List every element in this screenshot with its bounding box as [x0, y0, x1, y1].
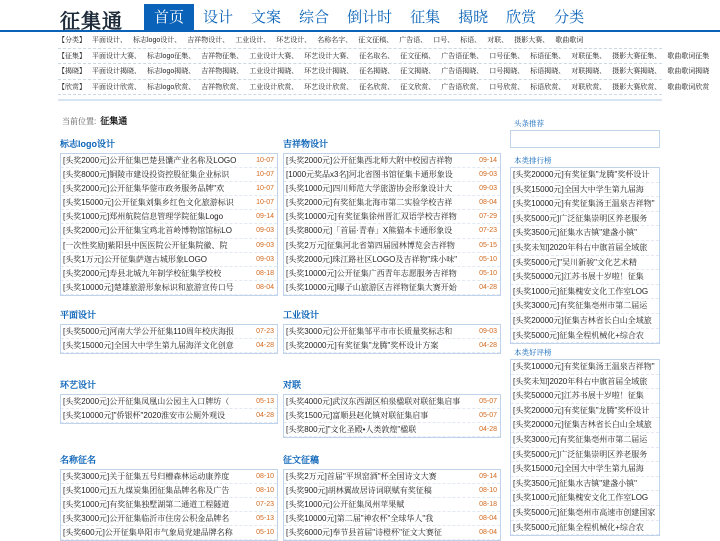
- category-row: [58, 33, 662, 49]
- list-item-title[interactable]: [头奖10000元]有奖征集徐州晋汇双语学校吉祥物: [286, 212, 457, 222]
- category-link[interactable]: 环艺设计揭晓、: [304, 68, 354, 75]
- list-item-title[interactable]: [头奖2000元]公开征集凤凰山公园主入口牌坊（: [63, 397, 230, 406]
- breadcrumb-current[interactable]: 征集通: [100, 116, 128, 126]
- category-link[interactable]: 歌曲歌词揭晓: [667, 68, 710, 75]
- sidebar-item[interactable]: [头奖50000元]江苏书展十岁啦！征集: [511, 270, 659, 285]
- section-graphic: [60, 308, 278, 354]
- list-item-title[interactable]: [头奖8000元]铜陵市建设投资控股征集企业标识: [63, 170, 230, 180]
- sidebar-item[interactable]: [头奖5000元]征集全程机械化+综合农: [511, 329, 659, 344]
- list-item-title[interactable]: [头奖5000元]河南大学公开征集110周年校庆海报: [63, 327, 234, 336]
- category-link[interactable]: 广告语征集、: [441, 52, 484, 60]
- nav-copywriting[interactable]: 文案: [251, 8, 282, 26]
- category-links: [58, 33, 710, 95]
- list-item-date: 08-10: [479, 487, 497, 495]
- list-item-date: 05-10: [256, 529, 274, 537]
- category-link[interactable]: 征文征稿、: [400, 52, 436, 60]
- sidebar-item[interactable]: [头奖15000元]全国大中学生第九届海: [511, 183, 659, 198]
- category-link[interactable]: 标志logo设计、: [133, 37, 182, 44]
- list-item-title[interactable]: [一次性奖励]紫阳县中医医院公开征集院徽、院: [63, 240, 228, 250]
- section-title[interactable]: 环艺设计: [60, 380, 97, 390]
- category-link[interactable]: 平面设计欣赏、: [92, 83, 141, 91]
- category-link[interactable]: 广告语欣赏、: [441, 83, 484, 91]
- category-link[interactable]: 摄影大赛揭晓、: [612, 68, 662, 75]
- sidebar-item[interactable]: [头奖3500元]征集水吉镇"建盏小镇": [511, 477, 659, 492]
- category-link[interactable]: 对联、: [487, 37, 509, 44]
- list-item[interactable]: [61, 253, 277, 267]
- section-couplet: [283, 378, 501, 438]
- list-item-title[interactable]: [头奖3000元]公开征集邹平市市长质量奖标志和: [286, 327, 453, 336]
- breadcrumb: [62, 114, 127, 127]
- list-item[interactable]: [61, 395, 277, 409]
- category-link[interactable]: 摄影大赛欣赏、: [612, 83, 662, 91]
- list-item[interactable]: [61, 484, 277, 498]
- sidebar-item[interactable]: [头奖20000元]征集吉林省长白山全域旅: [511, 314, 659, 329]
- sidebar-item[interactable]: [头奖20000元]征集吉林省长白山全域旅: [511, 418, 659, 433]
- list-item[interactable]: [61, 210, 277, 224]
- list-item-title[interactable]: [头奖10000元]第二届"神农杯"全球华人"我: [286, 514, 434, 524]
- list-item[interactable]: [284, 196, 500, 210]
- list-item-title[interactable]: [头奖2万元]征集河北省第四届园林博览会吉祥物: [286, 240, 455, 250]
- list-item-title[interactable]: [头奖6000元]奉节县首届"诗橙杯"征文大赛征: [286, 528, 442, 538]
- list-item-date: 08-04: [479, 529, 497, 537]
- category-row-head: 【揭晓】: [58, 68, 86, 75]
- section-title[interactable]: 吉祥物设计: [283, 139, 329, 149]
- section-title[interactable]: 工业设计: [283, 310, 320, 320]
- list-item-date: 09-14: [256, 213, 274, 221]
- list-item[interactable]: [284, 168, 500, 182]
- section-title[interactable]: 对联: [283, 380, 302, 390]
- category-link[interactable]: 歌曲歌词欣赏: [667, 83, 710, 91]
- section-list: [283, 469, 501, 541]
- category-link[interactable]: 环艺设计大赛、: [304, 52, 354, 60]
- sidebar-item[interactable]: [头奖20000元]有奖征集"龙腾"奖杯设计: [511, 168, 659, 183]
- list-item-title[interactable]: [头奖1500元]富顺县赵化镇对联征集启事: [286, 411, 429, 421]
- category-row: [58, 64, 710, 80]
- nav-home[interactable]: 首页: [144, 4, 194, 32]
- list-item[interactable]: [61, 224, 277, 238]
- list-item[interactable]: [284, 224, 500, 238]
- category-link[interactable]: 征名欣赏、: [359, 83, 395, 91]
- top-bar: [0, 0, 720, 32]
- list-item[interactable]: [61, 339, 277, 353]
- sidebar-item[interactable]: [头奖5000元]征集亳州市高速市创建国家: [511, 506, 659, 521]
- sidebar-recommend-box: [510, 130, 660, 148]
- list-item-title[interactable]: [头奖10000元]"侨银杯"2020淮安市公厕外观设: [63, 411, 226, 421]
- list-item-title[interactable]: [头奖1000元]五九煤炭集团征集品牌名称及广告: [63, 486, 230, 496]
- list-item-title[interactable]: [头奖2万元]首届"平坝窑酒"杯全国诗文大赛: [286, 472, 437, 481]
- list-item[interactable]: [284, 281, 500, 295]
- nav-design[interactable]: 设计: [203, 8, 234, 26]
- section-industrial: [283, 308, 501, 354]
- sidebar-item[interactable]: [头奖3000元]有奖征集亳州市第二届运: [511, 299, 659, 314]
- category-link[interactable]: 对联揭晓、: [571, 68, 607, 75]
- nav-category[interactable]: 分类: [554, 8, 585, 26]
- category-link[interactable]: 工业设计揭晓、: [249, 68, 299, 75]
- category-link[interactable]: 征文揭晓、: [400, 68, 436, 75]
- list-item[interactable]: [61, 281, 277, 295]
- list-item-date: 04-28: [479, 283, 497, 291]
- list-item-title[interactable]: [头奖1000元]有奖征集独墅湖第二通道工程隧道: [63, 500, 230, 510]
- category-link[interactable]: 广告语揭晓、: [441, 68, 484, 75]
- list-item-date: 09-14: [479, 473, 497, 480]
- list-item[interactable]: [61, 267, 277, 281]
- sidebar-item[interactable]: [头奖15000元]全国大中学生第九届海: [511, 462, 659, 477]
- category-link[interactable]: 歌曲歌词: [555, 37, 584, 44]
- nav-reveal[interactable]: 揭晓: [458, 8, 489, 26]
- category-link[interactable]: 标语、: [460, 37, 482, 44]
- list-item[interactable]: [284, 423, 500, 437]
- list-item-date: 07-29: [479, 213, 497, 221]
- category-link[interactable]: 吉祥物征集、: [201, 52, 244, 60]
- sidebar-item[interactable]: [头奖未知]2020年科右中旗首届全域旅: [511, 375, 659, 390]
- category-link[interactable]: 征文征稿、: [358, 37, 394, 44]
- sidebar-item[interactable]: [头奖5000元]广泛征集崇明区养老服务: [511, 212, 659, 227]
- list-item[interactable]: [284, 409, 500, 423]
- list-item[interactable]: [284, 498, 500, 512]
- list-item[interactable]: [61, 168, 277, 182]
- section-list: [283, 153, 501, 296]
- list-item-title[interactable]: [头奖600元]公开征集阜阳市气象局党建品牌名称: [63, 528, 233, 538]
- category-link[interactable]: 征名揭晓、: [359, 68, 395, 75]
- section-list: [283, 324, 501, 354]
- category-link[interactable]: 环艺设计、: [276, 37, 312, 44]
- sidebar-item[interactable]: [头奖5000元]"吴川新骏"文化艺术精: [511, 256, 659, 271]
- section-env: [60, 378, 278, 424]
- list-item-date: 04-28: [256, 412, 274, 420]
- list-item-title[interactable]: [头奖10000元]楚雄旅游形象标识和旅游宣传口号: [63, 282, 234, 292]
- list-item-date: 05-13: [256, 398, 274, 405]
- list-item-title[interactable]: [头奖20000元]有奖征集"龙腾"奖杯设计方案: [286, 341, 439, 351]
- list-item[interactable]: [61, 512, 277, 526]
- list-item[interactable]: [284, 154, 500, 168]
- list-item[interactable]: [61, 196, 277, 210]
- list-item-date: 08-04: [479, 515, 497, 523]
- category-link[interactable]: 平面设计大赛、: [92, 52, 141, 60]
- sidebar-item[interactable]: [头奖10000元]有奖征集汤王温泉吉祥物": [511, 197, 659, 212]
- section-essay: [283, 453, 501, 541]
- category-link[interactable]: 对联欣赏、: [571, 83, 607, 91]
- category-row: [58, 80, 710, 96]
- list-item-title[interactable]: [头奖4000元]武汉东西湖区柏泉楹联对联征集启事: [286, 397, 461, 406]
- list-item-date: 05-07: [479, 412, 497, 420]
- category-link[interactable]: 环艺设计欣赏、: [304, 83, 354, 91]
- list-item-title[interactable]: [头奖2000元]公开征集宝鸡北首岭博物馆馆标LO: [63, 226, 232, 236]
- list-item-title[interactable]: [头奖3000元]公开征集临沂市住房公积金品牌名: [63, 514, 230, 524]
- category-link[interactable]: 歌曲歌词征集: [667, 52, 710, 60]
- sidebar-item[interactable]: [头奖10000元]有奖征集汤王温泉吉祥物": [511, 360, 659, 375]
- list-item-date: 10-07: [256, 199, 274, 207]
- section-title[interactable]: 名称征名: [60, 455, 97, 465]
- site-logo[interactable]: 征集通: [60, 9, 123, 33]
- list-item-title[interactable]: [头奖2000元]珠江路社区LOGO及吉祥物"珠小味": [286, 254, 458, 264]
- category-link[interactable]: 征文欣赏、: [400, 83, 436, 91]
- category-link[interactable]: 口号揭晓、: [489, 68, 525, 75]
- category-link[interactable]: 对联征集、: [571, 52, 607, 60]
- list-item-title[interactable]: [头奖3000元]关于征集五号归槽森林运动康养度: [63, 472, 230, 481]
- category-link[interactable]: 标志logo征集、: [147, 52, 196, 60]
- list-item[interactable]: [284, 267, 500, 281]
- main-nav: [144, 4, 593, 32]
- category-link[interactable]: 口号、: [433, 37, 455, 44]
- category-link[interactable]: 口号征集、: [489, 52, 525, 60]
- category-link[interactable]: 工业设计欣赏、: [249, 83, 299, 91]
- sidebar-item[interactable]: [头奖未知]2020年科右中旗首届全域旅: [511, 241, 659, 256]
- category-link[interactable]: 吉祥物揭晓、: [201, 68, 244, 75]
- category-row-head: 【分类】: [58, 37, 86, 44]
- category-link[interactable]: 吉祥物欣赏、: [201, 83, 244, 91]
- category-link[interactable]: 摄影大赛征集、: [612, 52, 662, 60]
- nav-countdown[interactable]: 倒计时: [347, 8, 393, 26]
- list-item-date: 05-07: [479, 398, 497, 405]
- list-item[interactable]: [61, 526, 277, 540]
- category-link[interactable]: 广告语、: [399, 37, 428, 44]
- list-item[interactable]: [284, 253, 500, 267]
- list-item[interactable]: [284, 210, 500, 224]
- list-item-date: 09-03: [479, 185, 497, 193]
- list-item-date: 08-18: [256, 269, 274, 277]
- list-item[interactable]: [284, 182, 500, 196]
- nav-appreciate[interactable]: 欣赏: [506, 8, 537, 26]
- section-logo: [60, 137, 278, 296]
- section-list: [60, 153, 278, 296]
- list-item-title[interactable]: [1000元奖品x3名]河北省图书馆征集卡通形象设: [286, 170, 453, 180]
- list-item-date: 09-03: [256, 255, 274, 263]
- breadcrumb-label: 当前位置:: [62, 117, 97, 126]
- list-item-date: 04-28: [479, 342, 497, 350]
- category-link[interactable]: 标语征集、: [530, 52, 566, 60]
- category-link[interactable]: 工业设计、: [235, 37, 271, 44]
- list-item-title[interactable]: [头奖2000元]寿县北城九年制学校征集学校校: [63, 268, 222, 278]
- nav-general[interactable]: 综合: [299, 8, 330, 26]
- category-link[interactable]: 标语欣赏、: [530, 83, 566, 91]
- sidebar-review: [510, 346, 660, 536]
- list-item[interactable]: [61, 498, 277, 512]
- list-item-date: 09-03: [256, 241, 274, 249]
- sidebar-rank: [510, 154, 660, 344]
- list-item[interactable]: [61, 154, 277, 168]
- category-row-head: 【欣赏】: [58, 83, 86, 91]
- list-item[interactable]: [61, 239, 277, 253]
- category-link[interactable]: 工业设计大赛、: [249, 52, 299, 60]
- list-item-date: 09-03: [256, 227, 274, 235]
- category-link[interactable]: 名称名字、: [317, 37, 353, 44]
- list-item-date: 09-03: [479, 171, 497, 179]
- list-item-title[interactable]: [头奖15000元]公开征集刘集乡红色文化旅游标识: [63, 198, 234, 208]
- category-row: [58, 49, 710, 65]
- section-list: [60, 469, 278, 541]
- list-item-date: 05-10: [479, 255, 497, 263]
- list-item-title[interactable]: [头奖2000元]公开征集巴楚县馕产业名称及LOGO: [63, 156, 237, 165]
- list-item-date: 07-23: [256, 328, 274, 335]
- section-mascot: [283, 137, 501, 296]
- list-item-title[interactable]: [头奖2000元]公开征集西北师大附中校园吉祥物: [286, 156, 453, 165]
- list-item-date: 07-23: [256, 501, 274, 509]
- nav-collect[interactable]: 征集: [410, 8, 441, 26]
- category-link[interactable]: 平面设计、: [92, 37, 127, 44]
- list-item[interactable]: [61, 470, 277, 484]
- category-link[interactable]: 标志logo欣赏、: [147, 83, 196, 91]
- category-divider: [58, 99, 662, 103]
- list-item-title[interactable]: [头奖800元]"文化圣殿•人类敦煌"楹联: [286, 425, 417, 435]
- list-item-title[interactable]: [头奖2000元]公开征集华蓥市政务服务品牌"欢: [63, 184, 225, 194]
- category-link[interactable]: 征名取名、: [359, 52, 395, 60]
- list-item-title[interactable]: [头奖15000元]全国大中学生第九届海洋文化创意: [63, 341, 234, 351]
- list-item-title[interactable]: [头奖1000元]公开征集凤州苹果赋: [286, 500, 405, 510]
- list-item[interactable]: [284, 512, 500, 526]
- sidebar-item[interactable]: [头奖1000元]征集槐安文化工作室LOG: [511, 491, 659, 506]
- list-item-title[interactable]: [头奖10000元]曝子山旅游区吉祥物征集大赛开始: [286, 282, 457, 292]
- section-title[interactable]: 平面设计: [60, 310, 97, 320]
- sidebar-item[interactable]: [头奖3500元]征集水吉镇"建盏小镇": [511, 226, 659, 241]
- list-item-date: 07-23: [479, 227, 497, 235]
- section-naming: [60, 453, 278, 541]
- list-item[interactable]: [284, 470, 500, 484]
- sidebar-item[interactable]: [头奖50000元]江苏书展十岁啦！征集: [511, 389, 659, 404]
- list-item-date: 05-10: [479, 269, 497, 277]
- section-list: [60, 394, 278, 424]
- sidebar-recommend-title: 头条推荐: [514, 119, 544, 128]
- sidebar-recommend: [510, 117, 660, 148]
- section-title[interactable]: 征文征稿: [283, 455, 320, 465]
- list-item-date: 08-18: [479, 501, 497, 509]
- category-link[interactable]: 平面设计揭晓、: [92, 68, 141, 75]
- sidebar-item[interactable]: [头奖5000元]广泛征集崇明区养老服务: [511, 448, 659, 463]
- list-item[interactable]: [61, 182, 277, 196]
- sidebar-title: 本类排行榜: [514, 156, 552, 165]
- list-item[interactable]: [61, 409, 277, 423]
- sidebar-item[interactable]: [头奖5000元]征集全程机械化+综合农: [511, 521, 659, 536]
- list-item-title[interactable]: [头奖1000元]郑州航院信息管理学院征集Logo: [63, 212, 224, 222]
- list-item-date: 08-04: [256, 283, 274, 291]
- category-link[interactable]: 口号欣赏、: [489, 83, 525, 91]
- list-item-date: 10-07: [256, 157, 274, 164]
- list-item[interactable]: [61, 325, 277, 339]
- list-item-date: 08-10: [256, 473, 274, 480]
- list-item-date: 09-14: [479, 157, 497, 164]
- category-row-head: 【征集】: [58, 52, 86, 60]
- list-item-title[interactable]: [头奖1万元]公开征集萨迦古城形象LOGO: [63, 254, 208, 264]
- list-item[interactable]: [284, 526, 500, 540]
- list-item-title[interactable]: [头奖2000元]有奖征集北海市第二实验学校吉祥: [286, 198, 453, 208]
- sidebar-title: 本类好评榜: [514, 348, 552, 357]
- section-list: [60, 324, 278, 354]
- category-link[interactable]: 标语揭晓、: [530, 68, 566, 75]
- list-item-date: 04-28: [479, 426, 497, 434]
- list-item[interactable]: [284, 484, 500, 498]
- list-item-date: 09-03: [479, 328, 497, 335]
- sidebar-item[interactable]: [头奖20000元]有奖征集"龙腾"奖杯设计: [511, 404, 659, 419]
- list-item-title[interactable]: [头奖8000元]「首届·青春」X熊猫本卡通形象设: [286, 226, 453, 236]
- section-list: [283, 394, 501, 438]
- list-item-date: 08-04: [479, 199, 497, 207]
- list-item-date: 10-07: [256, 185, 274, 193]
- list-item-date: 08-10: [256, 487, 274, 495]
- category-link[interactable]: 标志logo揭晓、: [147, 68, 196, 75]
- category-link[interactable]: 吉祥物设计、: [187, 37, 230, 44]
- list-item[interactable]: [284, 395, 500, 409]
- sidebar-list: [510, 359, 660, 536]
- list-item-date: 05-15: [479, 241, 497, 249]
- sidebar-list: [510, 167, 660, 344]
- list-item-title[interactable]: [头奖900元]胡林翼故居诗词联赋有奖征稿: [286, 486, 432, 496]
- list-item[interactable]: [284, 339, 500, 353]
- sidebar-item[interactable]: [头奖3000元]有奖征集亳州市第二届运: [511, 433, 659, 448]
- sidebar-item[interactable]: [头奖1000元]征集槐安文化工作室LOG: [511, 285, 659, 300]
- section-title[interactable]: 标志logo设计: [60, 139, 115, 149]
- category-link[interactable]: 摄影大赛、: [514, 37, 550, 44]
- list-item-date: 04-28: [256, 342, 274, 350]
- list-item-title[interactable]: [头奖10000元]公开征集广西青年志愿服务吉祥物: [286, 268, 457, 278]
- list-item[interactable]: [284, 325, 500, 339]
- list-item-date: 10-07: [256, 171, 274, 179]
- list-item[interactable]: [284, 239, 500, 253]
- list-item-date: 05-13: [256, 515, 274, 523]
- list-item-title[interactable]: [头奖1000元]四川师范大学旅游协会形象设计大: [286, 184, 453, 194]
